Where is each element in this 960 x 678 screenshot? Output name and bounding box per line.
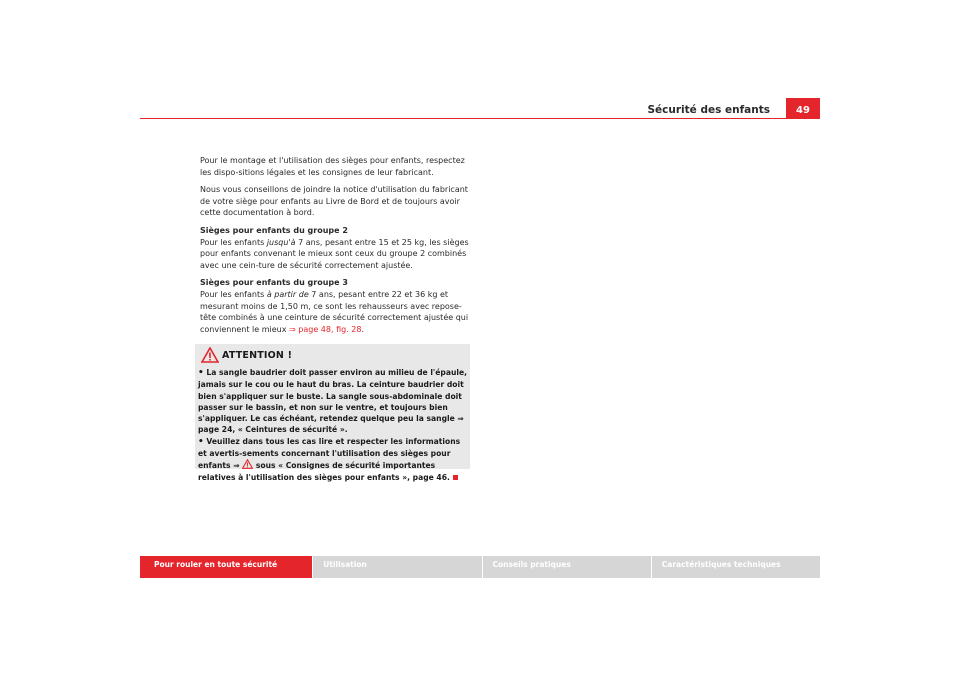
- paragraph-group3: Pour les enfants à partir de 7 ans, pesant entre 22 et 36 kg et mesurant moins de 1,50 m, ce sont les rehausseurs avec repose-tête combinés à une ceinture de sécurité correctement ajustée qui conviennent le mieux ⇒ page 48, fig. 28.: [200, 289, 469, 334]
- paragraph-advice: Nous vous conseillons de joindre la notice d'utilisation du fabricant de votre siège pour enfants au Livre de Bord et de toujours avoir cette documentation à bord.: [200, 185, 468, 218]
- page-number: 49: [786, 98, 820, 119]
- end-mark-icon: [453, 475, 458, 480]
- warning-triangle-icon: [201, 347, 219, 363]
- arrow-icon: ⇒: [233, 461, 240, 471]
- page-link[interactable]: ⇒ page 48, fig. 28: [289, 324, 362, 334]
- footer-tab-specs[interactable]: Caractéristiques techniques: [652, 556, 820, 578]
- footer-tab-tips[interactable]: Conseils pratiques: [483, 556, 651, 578]
- header-title: Sécurité des enfants: [647, 104, 770, 116]
- warning-inline-icon: [242, 459, 253, 469]
- heading-group3: Sièges pour enfants du groupe 3: [200, 278, 348, 288]
- warning-item-1: • La sangle baudrier doit passer environ au milieu de l'épaule, jamais sur le cou ou le haut du bras. La ceinture baudrier doit bien s'appliquer sur le buste. La sangle sous-abdominale doit passer sur le bassin, et non sur le ventre, et toujours bien s'appliquer. Le cas échéant, retendez quelque peu la sangle ⇒ page 24, « Ceintures de sécurité ».: [198, 368, 467, 435]
- bullet-icon: •: [198, 436, 204, 447]
- footer-tab-safety[interactable]: Pour rouler en toute sécurité: [140, 556, 312, 578]
- paragraph-group2: Pour les enfants jusqu'à 7 ans, pesant entre 15 et 25 kg, les sièges pour enfants convenant le mieux sont ceux du groupe 2 combinés avec une cein-ture de sécurité correctement ajustée.: [200, 237, 469, 270]
- heading-group2: Sièges pour enfants du groupe 2: [200, 225, 348, 235]
- bullet-icon: •: [198, 368, 204, 378]
- arrow-icon: ⇒: [457, 414, 464, 424]
- footer-tab-usage[interactable]: Utilisation: [313, 556, 481, 578]
- warning-title: ATTENTION !: [222, 350, 293, 361]
- page-ref-link[interactable]: page 24, « Ceintures de sécurité ».: [198, 425, 348, 435]
- warning-body: [198, 367, 468, 483]
- header-rule: [140, 118, 820, 119]
- footer-nav: [140, 556, 820, 578]
- paragraph-intro: Pour le montage et l'utilisation des sièges pour enfants, respectez les dispo-sitions légales et les consignes de leur fabricant.: [200, 156, 465, 177]
- main-content: [200, 155, 472, 341]
- warning-header: [195, 344, 470, 364]
- warning-box: [195, 344, 470, 482]
- warning-item-2: • Veuillez dans tous les cas lire et respecter les informations et avertis-sements concernant l'utilisation des sièges pour enfants ⇒ sous « Consignes de sécurité importantes relatives à l'utilisation des sièges pour enfants », page 46.: [198, 436, 461, 482]
